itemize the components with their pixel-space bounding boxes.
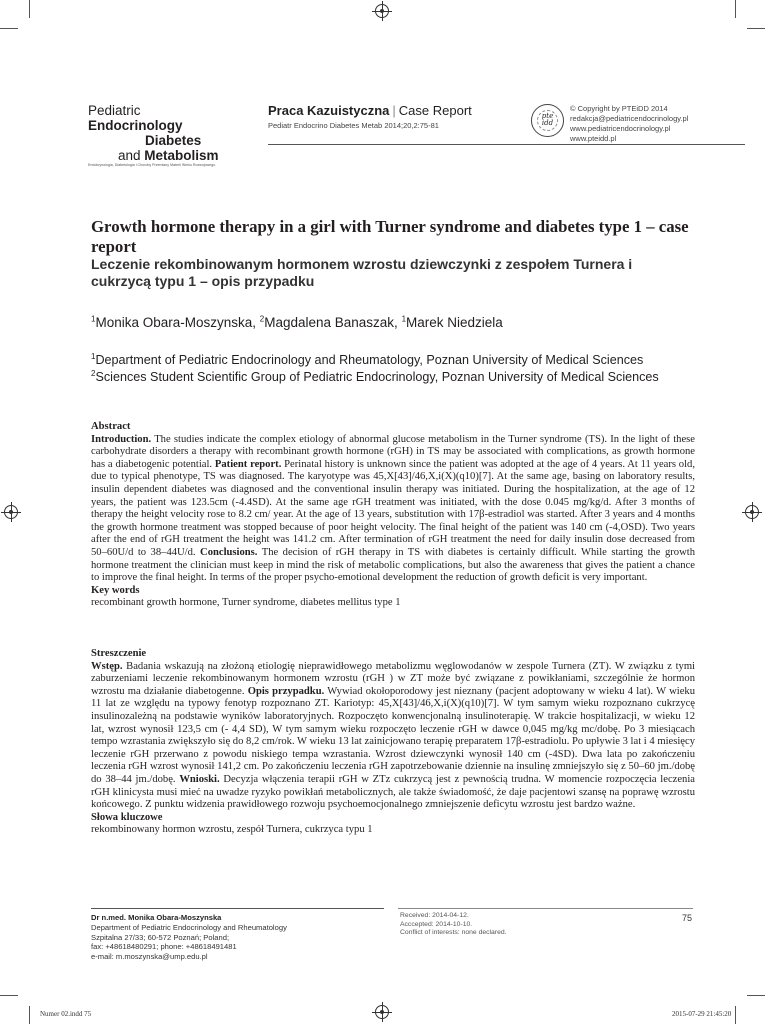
journal-name-line1 — [88, 103, 238, 133]
correspondence-email: e-mail: m.moszynska@ump.edu.pl — [91, 952, 208, 962]
registration-mark-left — [4, 505, 18, 519]
crop-mark-tl-v — [29, 0, 30, 18]
correspondence-address: Szpitalna 27/33; 60-572 Poznań; Poland; — [91, 932, 230, 942]
article-title-english: Growth hormone therapy in a girl with Turner syndrome and diabetes type 1 – case report — [91, 217, 689, 256]
wnioski-text: Decyzja włączenia terapii rGH w ZTz cukrzycą jest z pewnością trudna. W momencie rozpoczęcia leczenia rGH klinicysta musi mieć na uwadze ryzyko powikłań metabolicznych, ale także świadomość, że daje pacjentowi szansę na poprawę wzrostu końcowego. Z punktu widzenia prawidłowego rozwoju psychoemocjonalnego zmniejszenie deficytu wzrostu jest bardzo ważne. — [91, 773, 695, 811]
patient-report-text: Perinatal history is unknown since the patient was adopted at the age of 4 years. At 11 years old, due to typical phenotype, TS was diagnosed. The karyotype was 45,X[43]/46,X,i(X)(q10)[7]. At the same age, basing on laboratory results, insulin dependent diabetes was diagnosed and the conventional insulin therapy was initiated. During the hospitalization, at the age of 12 years, the patient was 123.5cm (-4.4SD). At the same age rGH treatment was initiated, with the dose 0.045 mg/kg/d. After 3 months of therapy the height velocity rose to 8.2 cm/ year. At the age of 13 years, substitution with 17β-estradiol was started. After 3 years and 4 months the growth hormone treatment was stopped because of poor height velocity. The final height of the patient was 140 cm (-4,OSD). Two years after the end of rGH treatment the height was 141.2 cm. After termination of rGH treatment the need for daily insulin dose decreased from 50–60U/d to 38–44U/d. — [91, 458, 695, 558]
article-type — [268, 103, 518, 118]
article-type-separator: | — [392, 103, 396, 118]
article-dates — [400, 912, 507, 938]
author-3-affiliation-number: 1 — [401, 314, 407, 324]
key-words-heading: Key words — [91, 584, 140, 596]
abstract-body — [91, 434, 695, 585]
seal-text-line1: pte — [541, 112, 554, 120]
crop-mark-bl-h — [0, 995, 18, 996]
journal-citation: Pediatr Endocrino Diabetes Metab 2014;20,2:75-81 — [268, 121, 439, 130]
footer-divider-right — [398, 908, 693, 909]
journal-website: www.pediatricendocrinology.pl — [570, 124, 671, 133]
article-title-polish: Leczenie rekombinowanym hormonem wzrostu dziewczynki z zespołem Turnera i cukrzycą typu 1 – opis przypadku — [91, 256, 633, 289]
opis-przypadku-text: Wywiad okołoporodowy jest nieznany (pacjent adoptowany w wieku 4 lat). W wieku 11 lat ze względu na typowy fenotyp rozpoznano ZT. Kariotyp: 45,X[43]/46,X,i(X)(q10)[7]. W tym samym wieku rozpoznano cukrzycę insulinozależną na podstawie wyników laboratoryjnych. Rozpoczęto konwencjonalną insulinoterapię. W trakcie hospitalizacji, w wieku 12 lat, wzrost wynosił 123,5 cm (- 4,4 SD), W tym samym wieku rozpoczęto leczenie rGH w dawce 0,045 mg/kg mc/dobę. Po 3 miesiącach tempo wzrastania zwiększyło się do 8,2 cm/rok. W wieku 13 lat zainicjowano terapię preparatem 17β-estradiolu. Po upływie 3 lat i 4 miesięcy leczenie rGH przerwano z powodu niskiego tempa wzrastania. Wzrost dziewczynki wynosił 140 cm (-4SD). Dwa lata po zakończeniu leczenia rGH wzrost wynosił 141,2 cm. Po zakończeniu leczenia rGH zapotrzebowanie dziennie na insulinę zmniejszyło się z 50–60 jm./dobę do 38–44 jm./dobę. — [91, 685, 695, 785]
affiliation-1 — [91, 352, 659, 369]
wstep-text: Badania wskazują na złożoną etiologię nieprawidłowego metabolizmu węglowodanów w zespole Turnera (ZT). W związku z tymi zaburzeniami leczenie rekombinowanym hormonem wzrostu (rGH ) w ZT może być związane z powikłaniami, szczególnie że hormon wzrostu ma działanie diabetogenne. — [91, 660, 695, 697]
streszczenie-body — [91, 661, 695, 812]
registration-dot-icon — [380, 9, 384, 13]
patient-report-label: Patient report. — [214, 458, 282, 470]
print-slug-file: Numer 02.indd 75 — [40, 1010, 92, 1018]
affiliation-list — [91, 352, 659, 386]
opis-przypadku-label: Opis przypadku. — [247, 685, 325, 697]
author-1-name: Monika Obara-Moszynska, — [95, 315, 260, 330]
received-date: Received: 2014-04-12. — [400, 912, 469, 919]
crop-mark-br-h — [747, 995, 765, 996]
registration-dot-icon — [9, 510, 13, 514]
header-divider — [268, 144, 745, 145]
editorial-email: redakcja@pediatricendocrinology.pl — [570, 114, 689, 123]
pteidd-seal-icon — [531, 104, 564, 137]
crop-mark-tr-h — [747, 28, 765, 29]
journal-subtitle-polish: Endokrynologia, Diabetologia i Choroby Przemiany Materii Wieku Rozwojowego — [88, 163, 216, 167]
abstract-heading: Abstract — [91, 421, 131, 432]
journal-name-metabolism: Metabolism — [144, 148, 219, 163]
affiliation-2-text: Sciences Student Scientific Group of Pediatric Endocrinology, Poznan University of Medical Sciences — [95, 370, 659, 384]
introduction-label: Introduction. — [91, 433, 152, 445]
key-words-text: recombinant growth hormone, Turner syndrome, diabetes mellitus type 1 — [91, 597, 401, 609]
registration-mark-top — [375, 4, 389, 18]
crop-mark-bl-v — [29, 1006, 30, 1024]
journal-name-pediatric: Pediatric — [88, 103, 141, 118]
seal-text — [532, 113, 563, 127]
society-website: www.pteidd.pl — [570, 134, 617, 143]
abstract-section — [91, 421, 695, 610]
author-3-name: Marek Niedziela — [406, 315, 503, 330]
author-2-affiliation-number: 2 — [259, 314, 265, 324]
accepted-date: Acccepted: 2014-10-10. — [400, 920, 473, 928]
journal-name-line2: Diabetes — [145, 133, 202, 148]
journal-name-and: and — [118, 148, 145, 163]
conflict-of-interests: Conflict of interests: none declared. — [400, 929, 507, 937]
conclusions-label: Conclusions. — [200, 546, 258, 558]
affiliation-2 — [91, 369, 659, 386]
affiliation-1-text: Department of Pediatric Endocrinology and Rheumatology, Poznan University of Medical Sciences — [95, 353, 644, 367]
journal-logo — [88, 103, 238, 168]
article-type-english: Case Report — [398, 103, 472, 118]
seal-text-line2: idd — [541, 119, 554, 127]
crop-mark-tr-v — [735, 0, 736, 18]
correspondence-phone-fax: fax: +48618480291; phone: +48618491481 — [91, 942, 237, 952]
affiliation-2-number: 2 — [91, 368, 96, 378]
journal-name-endocrinology: Endocrinology — [88, 118, 183, 133]
print-slug-timestamp: 2015-07-29 21:45:20 — [672, 1010, 732, 1018]
registration-mark-bottom — [375, 1005, 389, 1019]
correspondence-department: Department of Pediatric Endocrinology and Rheumatology — [91, 922, 287, 932]
correspondence-name: Dr n.med. Monika Obara-Moszynska — [91, 913, 222, 922]
wnioski-label: Wnioski. — [179, 773, 220, 785]
copyright-line: © Copyright by PTEiDD 2014 — [570, 104, 668, 113]
footer-divider-left — [91, 908, 384, 909]
crop-mark-br-v — [735, 1006, 736, 1024]
article-type-header — [268, 103, 518, 130]
registration-dot-icon — [380, 1010, 384, 1014]
registration-mark-right — [745, 505, 759, 519]
streszczenie-heading: Streszczenie — [91, 648, 147, 659]
copyright-block — [570, 104, 688, 144]
author-list — [91, 314, 503, 331]
page-number: 75 — [682, 913, 693, 923]
slowa-kluczowe-heading: Słowa kluczowe — [91, 811, 163, 823]
slowa-kluczowe-text: rekombinowany hormon wzrostu, zespół Turnera, cukrzyca typu 1 — [91, 824, 373, 836]
affiliation-1-number: 1 — [91, 351, 96, 361]
introduction-text: The studies indicate the complex etiology of abnormal glucose metabolism in the Turner syndrome (TS). In the light of these carbohydrate disorders a therapy with recombinant growth hormone (rGH) in TS may be associated with complications, as growth hormone has a diabetogenic potential. — [91, 433, 695, 470]
conclusions-text: The decision of rGH therapy in TS with diabetes is certainly difficult. While starting the growth hormone treatment the clinician must keep in mind the risk of metabolic complications, but also the awareness that gives the patient a chance to improve the final height. In terms of the proper psycho-emotional development the reduction of growth deficit is very important. — [91, 546, 695, 584]
registration-dot-icon — [750, 510, 754, 514]
journal-name-line3 — [88, 148, 238, 163]
article-type-polish: Praca Kazuistyczna — [268, 103, 390, 118]
streszczenie-section — [91, 648, 695, 837]
crop-mark-tl-h — [0, 28, 18, 29]
wstep-label: Wstęp. — [91, 660, 123, 672]
author-2-name: Magdalena Banaszak, — [264, 315, 402, 330]
author-1-affiliation-number: 1 — [91, 314, 96, 324]
correspondence-block — [91, 913, 287, 962]
